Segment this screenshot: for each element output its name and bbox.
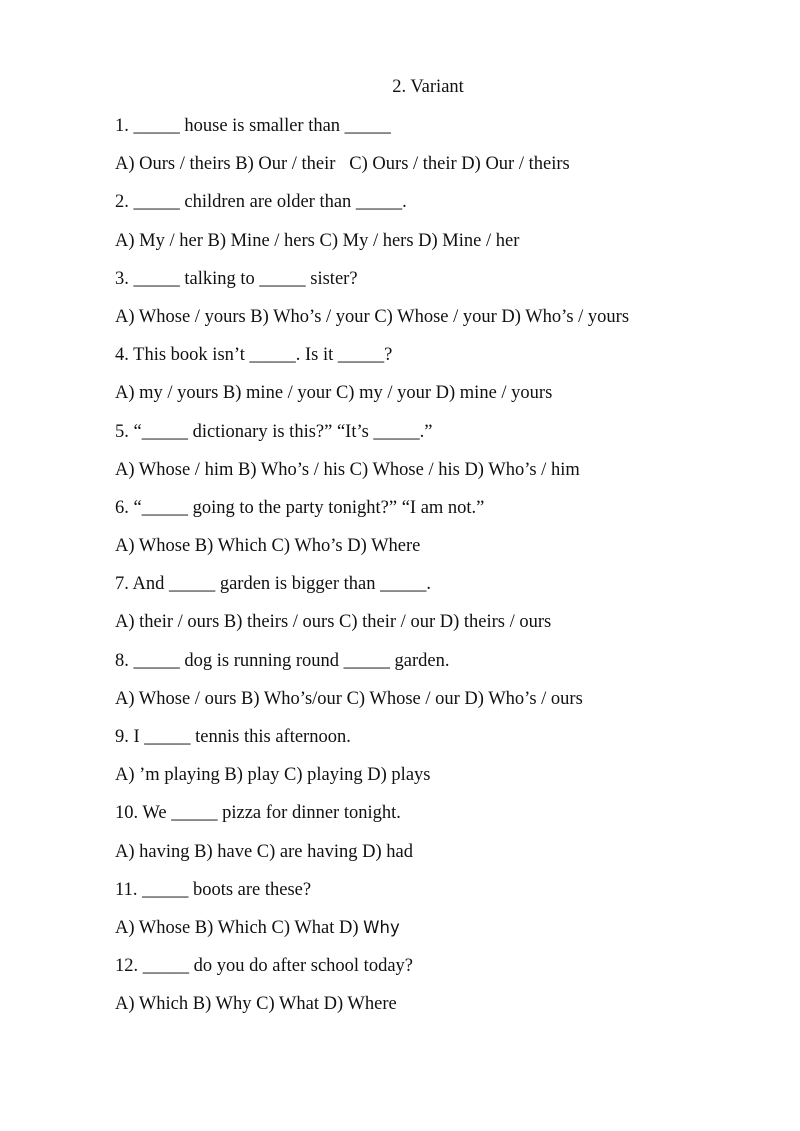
- question-8: 8. _____ dog is running round _____ garden.: [115, 650, 450, 671]
- question-11: 11. _____ boots are these?: [115, 879, 312, 900]
- question-1: 1. _____ house is smaller than _____: [115, 116, 391, 136]
- answer-option-d-11: Why: [363, 917, 400, 937]
- answer-options-3: A) Whose / yours B) Who’s / your C) Whose / your D) Who’s / yours: [115, 306, 630, 327]
- answer-options-4: A) my / yours B) mine / your C) my / your D) mine / yours: [115, 383, 553, 404]
- answer-options-9: A) ’m playing B) play C) playing D) plays: [115, 765, 431, 786]
- answer-options-6: A) Whose B) Which C) Who’s D) Where: [115, 536, 421, 557]
- question-9: 9. I _____ tennis this afternoon.: [115, 727, 351, 747]
- question-2: 2. _____ children are older than _____.: [115, 192, 407, 213]
- answer-options-11-text: A) Whose B) Which C) What D): [115, 917, 364, 938]
- question-12: 12. _____ do you do after school today?: [115, 956, 413, 977]
- answer-options-12: A) Which B) Why C) What D) Where: [115, 994, 397, 1015]
- question-list: [115, 113, 775, 1030]
- question-7: 7. And _____ garden is bigger than _____.: [115, 574, 431, 595]
- question-5: 5. “_____ dictionary is this?” “It’s _____.”: [115, 421, 433, 442]
- question-4: 4. This book isn’t _____. Is it _____?: [115, 345, 393, 366]
- page-title: 2. Variant: [392, 77, 464, 97]
- answer-options-10: A) having B) have C) are having D) had: [115, 841, 413, 862]
- answer-options-2: A) My / her B) Mine / hers C) My / hers D) Mine / her: [115, 230, 520, 251]
- answer-options-7: A) their / ours B) theirs / ours C) their / our D) theirs / ours: [115, 612, 552, 633]
- answer-options-1: A) Ours / theirs B) Our / their C) Ours / their D) Our / theirs: [115, 154, 570, 175]
- answer-options-11: [115, 915, 775, 953]
- question-10: 10. We _____ pizza for dinner tonight.: [115, 803, 401, 824]
- answer-options-5: A) Whose / him B) Who’s / his C) Whose / his D) Who’s / him: [115, 459, 580, 480]
- question-6: 6. “_____ going to the party tonight?” “I am not.”: [115, 497, 485, 518]
- answer-options-8: A) Whose / ours B) Who’s/our C) Whose / our D) Who’s / ours: [115, 688, 583, 709]
- question-3: 3. _____ talking to _____ sister?: [115, 268, 358, 289]
